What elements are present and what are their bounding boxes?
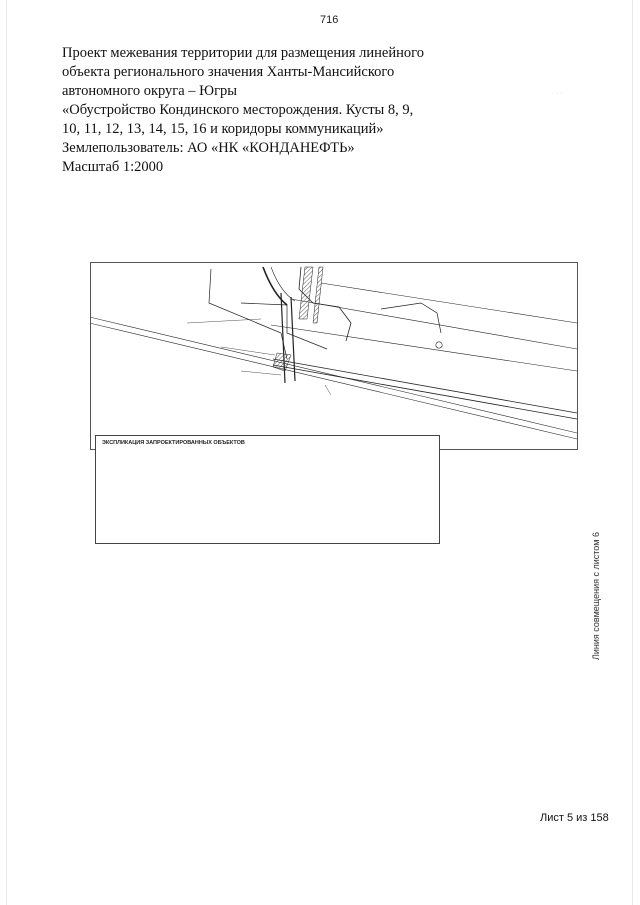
dimension-line (325, 385, 331, 395)
header-line: Проект межевания территории для размещения линейного (62, 45, 424, 61)
header-line: объекта регионального значения Ханты-Мансийского (62, 64, 395, 80)
scan-edge-left (6, 0, 7, 905)
header-line: 10, 11, 12, 13, 14, 15, 16 и коридоры коммуникаций» (62, 121, 384, 137)
legend-title: ЭКСПЛИКАЦИЯ ЗАПРОЕКТИРОВАННЫХ ОБЪЕКТОВ (102, 440, 245, 446)
corridor-line (273, 365, 577, 419)
dimension-line (241, 371, 281, 375)
survey-map (90, 262, 578, 450)
corridor-line (91, 321, 577, 439)
parcel-marker (436, 342, 442, 348)
corridor-line (273, 359, 577, 413)
hatched-corridor (273, 353, 291, 371)
header-line: автономного округа – Югры (62, 83, 238, 99)
header-line: «Обустройство Кондинского месторождения. Кусты 8, 9, (62, 102, 414, 118)
scan-artifact: · · · (552, 90, 563, 97)
corridor-line (321, 283, 577, 323)
document-header (62, 44, 424, 177)
corridor-line (271, 325, 577, 371)
dimension-line (221, 347, 275, 355)
parcel-boundary (209, 269, 287, 359)
road-curve (263, 267, 287, 305)
hatched-corridor (313, 267, 323, 323)
hatched-corridor (299, 267, 313, 319)
header-line: Масштаб 1:2000 (62, 159, 164, 175)
road-curve (271, 267, 295, 301)
scan-edge-right (632, 0, 633, 905)
map-drawing (91, 263, 577, 449)
parcel-boundary (241, 303, 327, 349)
legend-box (95, 435, 440, 544)
parcel-boundary (381, 303, 441, 333)
page-number: 716 (320, 14, 339, 26)
corridor-line (91, 315, 577, 433)
alignment-caption: Линия совмещения с листом 6 (591, 532, 601, 660)
header-line: Землепользователь: АО «НК «КОНДАНЕФТЬ» (62, 140, 355, 156)
dimension-line (187, 319, 261, 323)
sheet-counter: Лист 5 из 158 (540, 812, 609, 824)
